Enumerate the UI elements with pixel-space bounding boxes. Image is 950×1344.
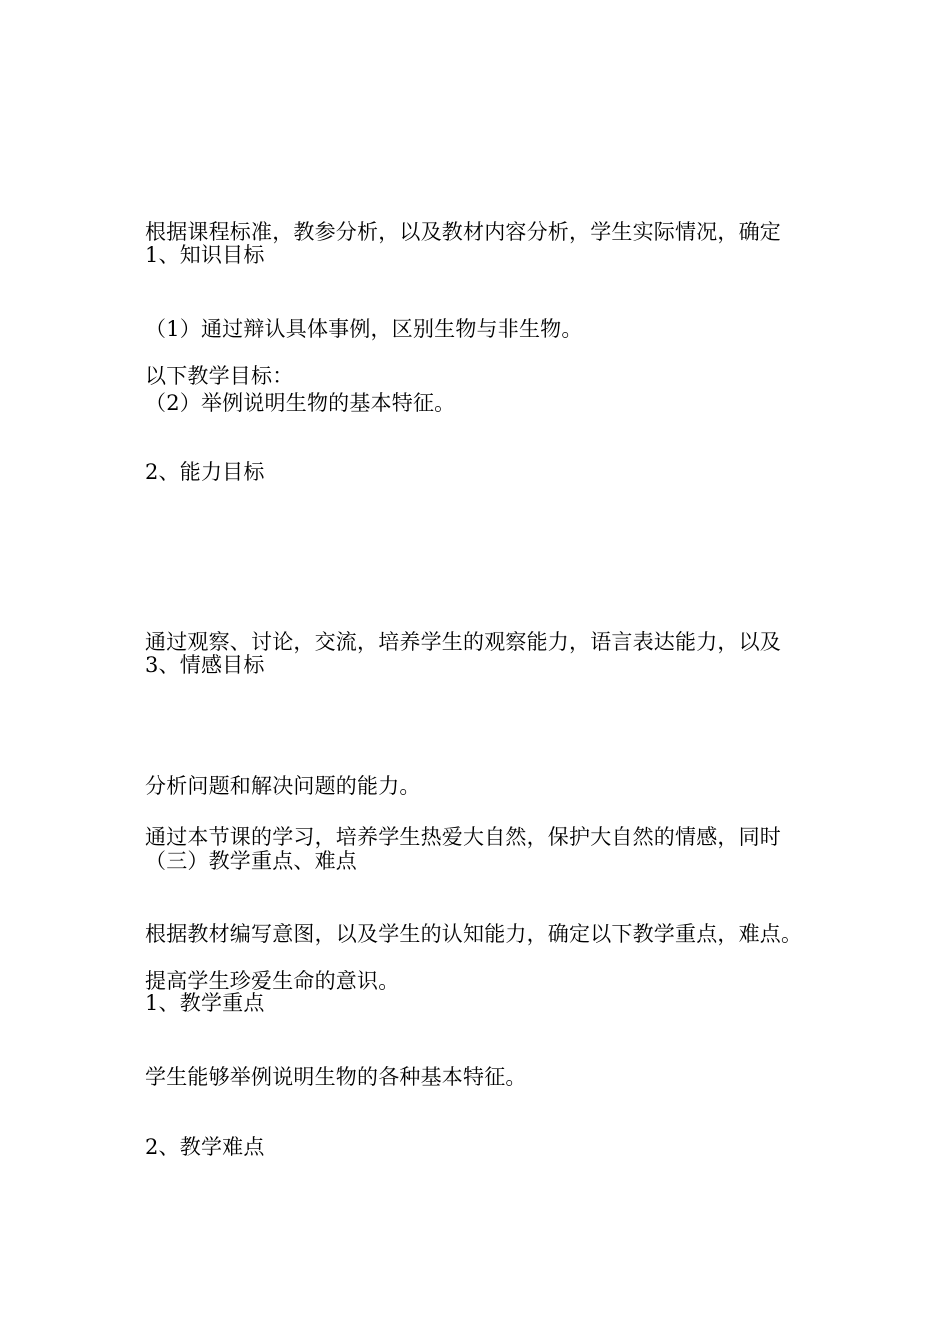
emotion-line-2: 提高学生珍爱生命的意识。 (145, 969, 400, 993)
heading-ability-goal: 2、能力目标 (145, 460, 265, 484)
heading-teaching-focus: 1、教学重点 (145, 991, 265, 1015)
heading-teaching-difficulty: 2、教学难点 (145, 1135, 265, 1159)
emotion-line-1: 通过本节课的学习，培养学生热爱大自然，保护大自然的情感，同时 (145, 825, 781, 849)
intro-line-1: 根据课程标准，教参分析，以及教材内容分析，学生实际情况，确定 (145, 220, 781, 244)
ability-line-2: 分析问题和解决问题的能力。 (145, 774, 421, 798)
knowledge-item-1: （1）通过辩认具体事例，区别生物与非生物。 (145, 317, 583, 341)
knowledge-item-2: （2）举例说明生物的基本特征。 (145, 391, 456, 415)
ability-line-1: 通过观察、讨论，交流，培养学生的观察能力，语言表达能力，以及 (145, 630, 781, 654)
section-heading-key-points: （三）教学重点、难点 (145, 849, 357, 873)
heading-knowledge-goal: 1、知识目标 (145, 243, 265, 267)
key-points-paragraph: 根据教材编写意图，以及学生的认知能力，确定以下教学重点，难点。 (145, 922, 803, 946)
intro-line-2: 以下教学目标： (145, 364, 294, 388)
teaching-focus-paragraph: 学生能够举例说明生物的各种基本特征。 (145, 1065, 527, 1089)
intro-paragraph (145, 112, 810, 496)
heading-emotion-goal: 3、情感目标 (145, 653, 265, 677)
emotion-paragraph (145, 717, 810, 1101)
